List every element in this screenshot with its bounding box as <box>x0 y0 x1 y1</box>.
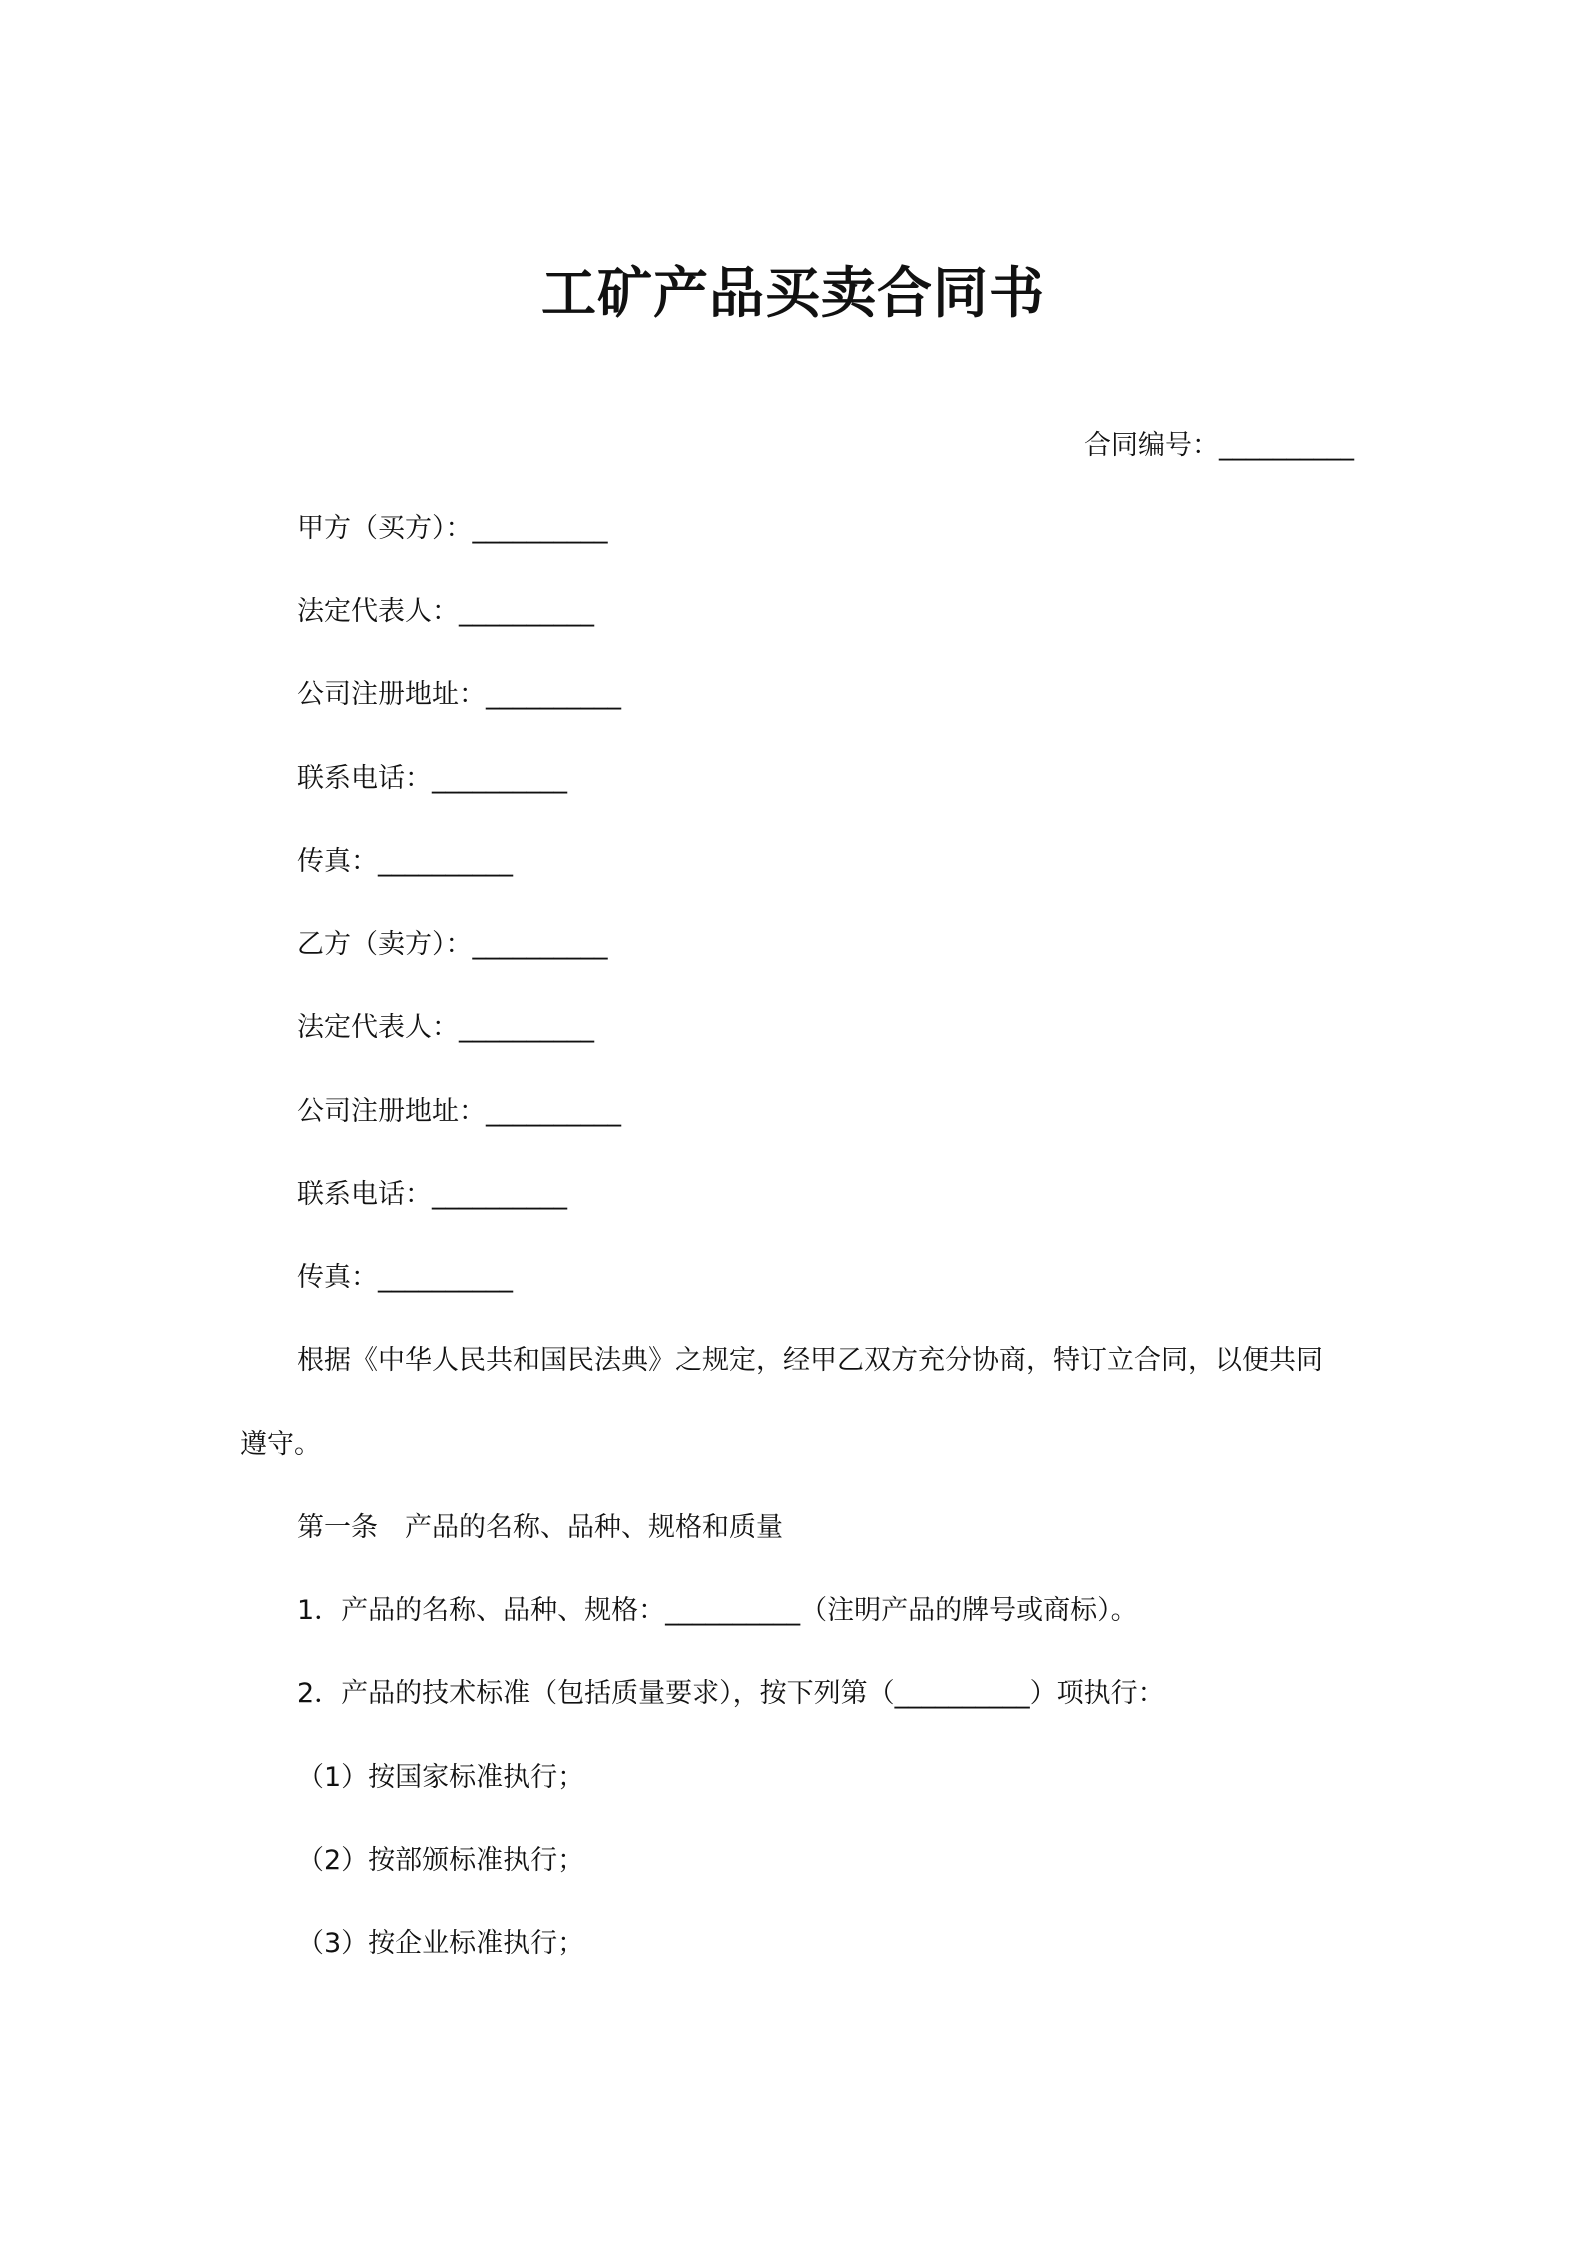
party-a-name: 甲方（买方）：__________ <box>297 513 608 544</box>
item-1: 1．产品的名称、品种、规格：__________（注明产品的牌号或商标）。 <box>297 1595 1138 1626</box>
preamble-line-2: 遵守。 <box>240 1429 321 1460</box>
party-b-name: 乙方（卖方）：__________ <box>297 929 608 960</box>
party-a-phone: 联系电话：__________ <box>297 763 567 794</box>
party-b-fax: 传真：__________ <box>297 1262 513 1293</box>
sub-item-3: （3）按企业标准执行； <box>297 1928 585 1959</box>
document-title: 工矿产品买卖合同书 <box>540 261 1045 325</box>
party-b-address: 公司注册地址：__________ <box>297 1096 621 1127</box>
sub-item-2: （2）按部颁标准执行； <box>297 1845 585 1876</box>
party-a-address: 公司注册地址：__________ <box>297 679 621 710</box>
party-b-phone: 联系电话：__________ <box>297 1179 567 1210</box>
item-2: 2．产品的技术标准（包括质量要求），按下列第（__________）项执行： <box>297 1678 1165 1709</box>
party-b-legal-rep: 法定代表人：__________ <box>297 1012 594 1043</box>
party-a-legal-rep: 法定代表人：__________ <box>297 596 594 627</box>
party-a-fax: 传真：__________ <box>297 846 513 877</box>
preamble-line-1: 根据《中华人民共和国民法典》之规定，经甲乙双方充分协商，特订立合同，以便共同 <box>297 1345 1323 1376</box>
article-1-heading: 第一条 产品的名称、品种、规格和质量 <box>297 1512 783 1543</box>
sub-item-1: （1）按国家标准执行； <box>297 1762 585 1793</box>
contract-number: 合同编号：__________ <box>1084 430 1354 461</box>
